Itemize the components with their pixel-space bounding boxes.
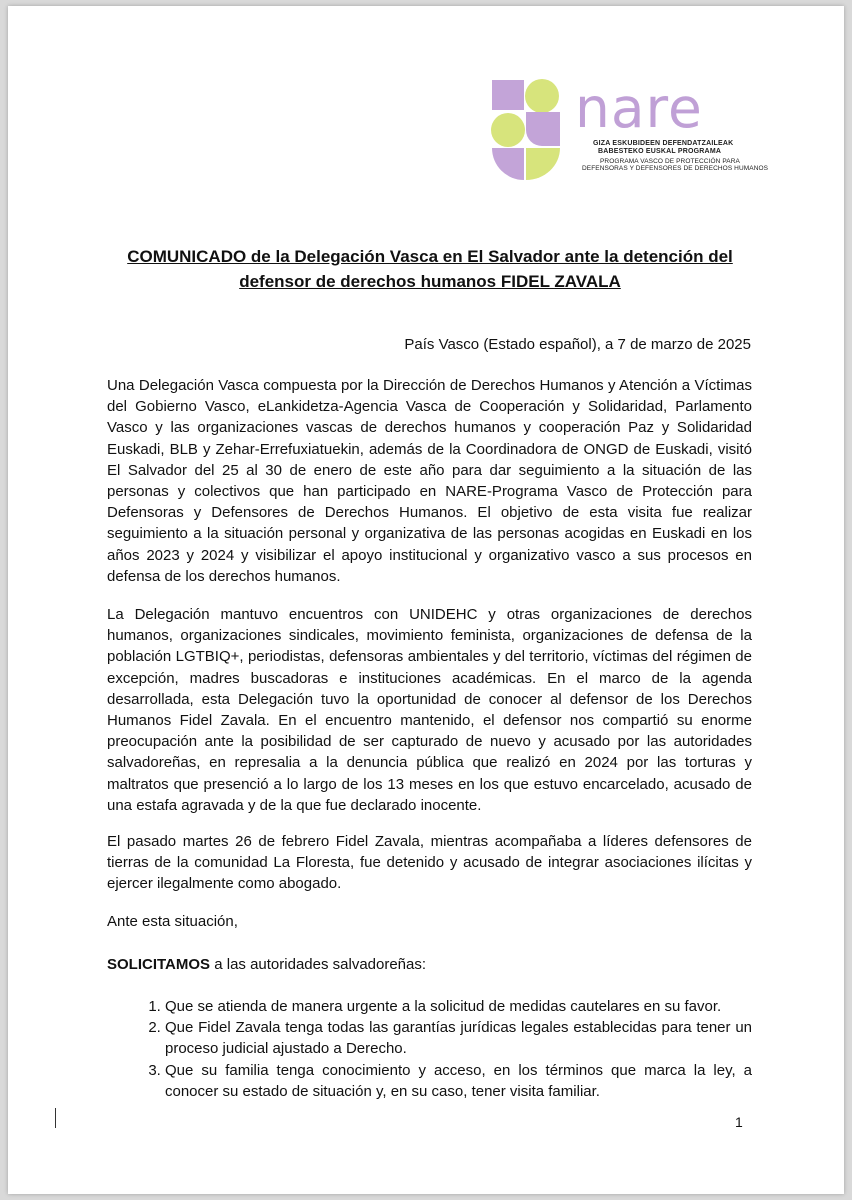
paragraph-1: Una Delegación Vasca compuesta por la Dirección de Derechos Humanos y Atención a Víctimas del Gobierno Vasco, eLankidetza-Agencia Vasca de Cooperación y Solidaridad, Parlamento Vasco y las organizaciones vascas de derechos humanos y cooperación Paz y Solidaridad Euskadi, BLB y Zehar-Errefuxiatuekin, además de la Coordinadora de ONGD de Euskadi, visitó El Salvador del 25 al 30 de enero de este año para dar seguimiento a la situación de las personas y colectivos que han participado en NARE-Programa Vasco de Protección para Defensoras y Defensores de Derechos Humanos. El objetivo de esta visita fue realizar seguimiento a la situación personal y organizativa de las personas acogidas en Euskadi en los años 2023 y 2024 y visibilizar el apoyo institucional y organizativo vasco a sus procesos en defensa de los derechos humanos. (107, 377, 752, 585)
request-lead-bold: SOLICITAMOS (107, 956, 211, 973)
logo-quarter-purple (492, 148, 524, 180)
list-item: 1. Que se atienda de manera urgente a la solicitud de medidas cautelares en su favor. (165, 996, 752, 1017)
paragraph-3: El pasado martes 26 de febrero Fidel Zavala, mientras acompañaba a líderes defensores de tierras de la comunidad La Floresta, fue detenido y acusado de integrar asociaciones ilícitas y ejercer ilegalmente como abogado. (107, 833, 752, 893)
logo-square-purple (492, 80, 524, 110)
nare-logo (490, 76, 769, 188)
paragraph-4: Ante esta situación, (107, 913, 238, 930)
logo-tagline-basque-2: BABESTEKO EUSKAL PROGRAMA (598, 148, 722, 155)
logo-circle-green (525, 79, 559, 113)
logo-tagline-spanish-1: PROGRAMA VASCO DE PROTECCIÓN PARA (600, 158, 740, 165)
logo-wordmark: nare (575, 76, 703, 140)
request-lead (107, 954, 752, 975)
paragraph-2: La Delegación mantuvo encuentros con UNIDEHC y otras organizaciones de derechos humanos, organizaciones sindicales, movimiento feminista, organizaciones de defensa de la población LGTBIQ+, periodistas, defensoras ambientales y del territorio, víctimas del régimen de excepción, madres buscadoras e instituciones académicas. En el marco de la agenda desarrollada, esta Delegación tuvo la oportunidad de conocer al defensor de los Derechos Humanos Fidel Zavala. En el encuentro mantenido, el defensor nos compartió su enorme preocupación ante la posibilidad de ser capturado de nuevo y acusado por las autoridades salvadoreñas, en represalia a la denuncia pública que realizó en 2024 por las torturas y maltratos que presenció a lo largo de los 13 meses en los que estuvo encarcelado, acusado de una estafa agravada y de la que fue declarado inocente. (107, 606, 752, 814)
logo-quarter-green (526, 148, 560, 180)
requests-list (107, 996, 752, 1102)
logo-tagline-spanish-2: DEFENSORAS Y DEFENSORES DE DERECHOS HUMANOS (582, 165, 769, 172)
document-page (8, 6, 844, 1194)
page-number: 1 (735, 1114, 743, 1130)
logo-circle-green-2 (491, 113, 525, 147)
nare-logo-mark (490, 78, 562, 182)
text-cursor (55, 1108, 56, 1128)
request-lead-rest: a las autoridades salvadoreñas: (210, 956, 427, 973)
document-title: COMUNICADO de la Delegación Vasca en El Salvador ante la detención del defensor de derechos humanos FIDEL ZAVALA (127, 247, 733, 291)
logo-shape-purple (526, 112, 560, 146)
list-item: 3. Que su familia tenga conocimiento y acceso, en los términos que marca la ley, a conocer su estado de situación y, en su caso, tener visita familiar. (165, 1060, 752, 1102)
logo-tagline-basque-1: GIZA ESKUBIDEEN DEFENDATZAILEAK (593, 140, 734, 147)
list-item: 2. Que Fidel Zavala tenga todas las garantías jurídicas legales establecidas para tener un proceso judicial ajustado a Derecho. (165, 1017, 752, 1059)
date-line: País Vasco (Estado español), a 7 de marzo de 2025 (404, 336, 751, 353)
